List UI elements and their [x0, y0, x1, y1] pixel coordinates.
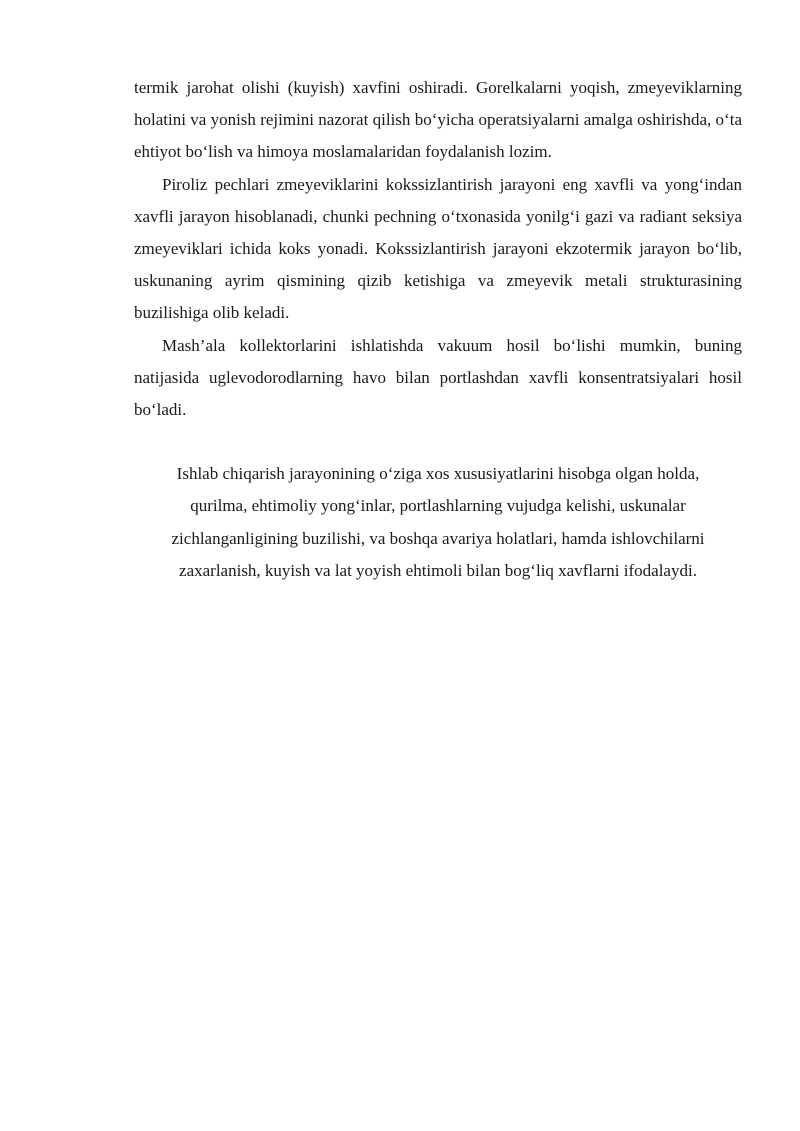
centered-paragraph — [134, 458, 742, 588]
text-line: zichlanganligining buzilishi, va boshqa avariya holatlari, hamda ishlovchilarni — [171, 528, 705, 548]
body-text — [134, 72, 742, 426]
text-line: qurilma, ehtimoliy yong‘inlar, portlashlarning vujudga kelishi, uskunalar — [190, 496, 686, 516]
text-line: Ishlab chiqarish jarayonining o‘ziga xos xususiyatlarini hisobga olgan holda, — [176, 464, 700, 483]
paragraph: Mash’ala kollektorlarini ishlatishda vakuum hosil bo‘lishi mumkin, buning natijasida uglevodorodlarning havo bilan portlashdan xavfli konsentratsiyalari hosil bo‘ladi. — [134, 335, 742, 420]
paragraph: Piroliz pechlari zmeyeviklarini kokssizlantirish jarayoni eng xavfli va yong‘indan xavfli jarayon hisoblanadi, chunki pechning o‘txonasida yonilg‘i gazi va radiant seksiya zmeyeviklari ichida koks yonadi. Kokssizlantirish jarayoni ekzotermik jarayon bo‘lib, uskunaning ayrim qismining qizib ketishiga va zmeyevik metali strukturasining buzilishiga olib keladi. — [134, 174, 742, 323]
paragraph: termik jarohat olishi (kuyish) xavfini oshiradi. Gorelkalarni yoqish, zmeyeviklarning holatini va yonish rejimini nazorat qilish bo‘yicha operatsiyalarni amalga oshirishda, o‘ta ehtiyot bo‘lish va himoya moslamalaridan foydalanish lozim. — [134, 78, 742, 162]
text-line: zaxarlanish, kuyish va lat yoyish ehtimoli bilan bog‘liq xavflarni ifodalaydi. — [179, 561, 697, 581]
